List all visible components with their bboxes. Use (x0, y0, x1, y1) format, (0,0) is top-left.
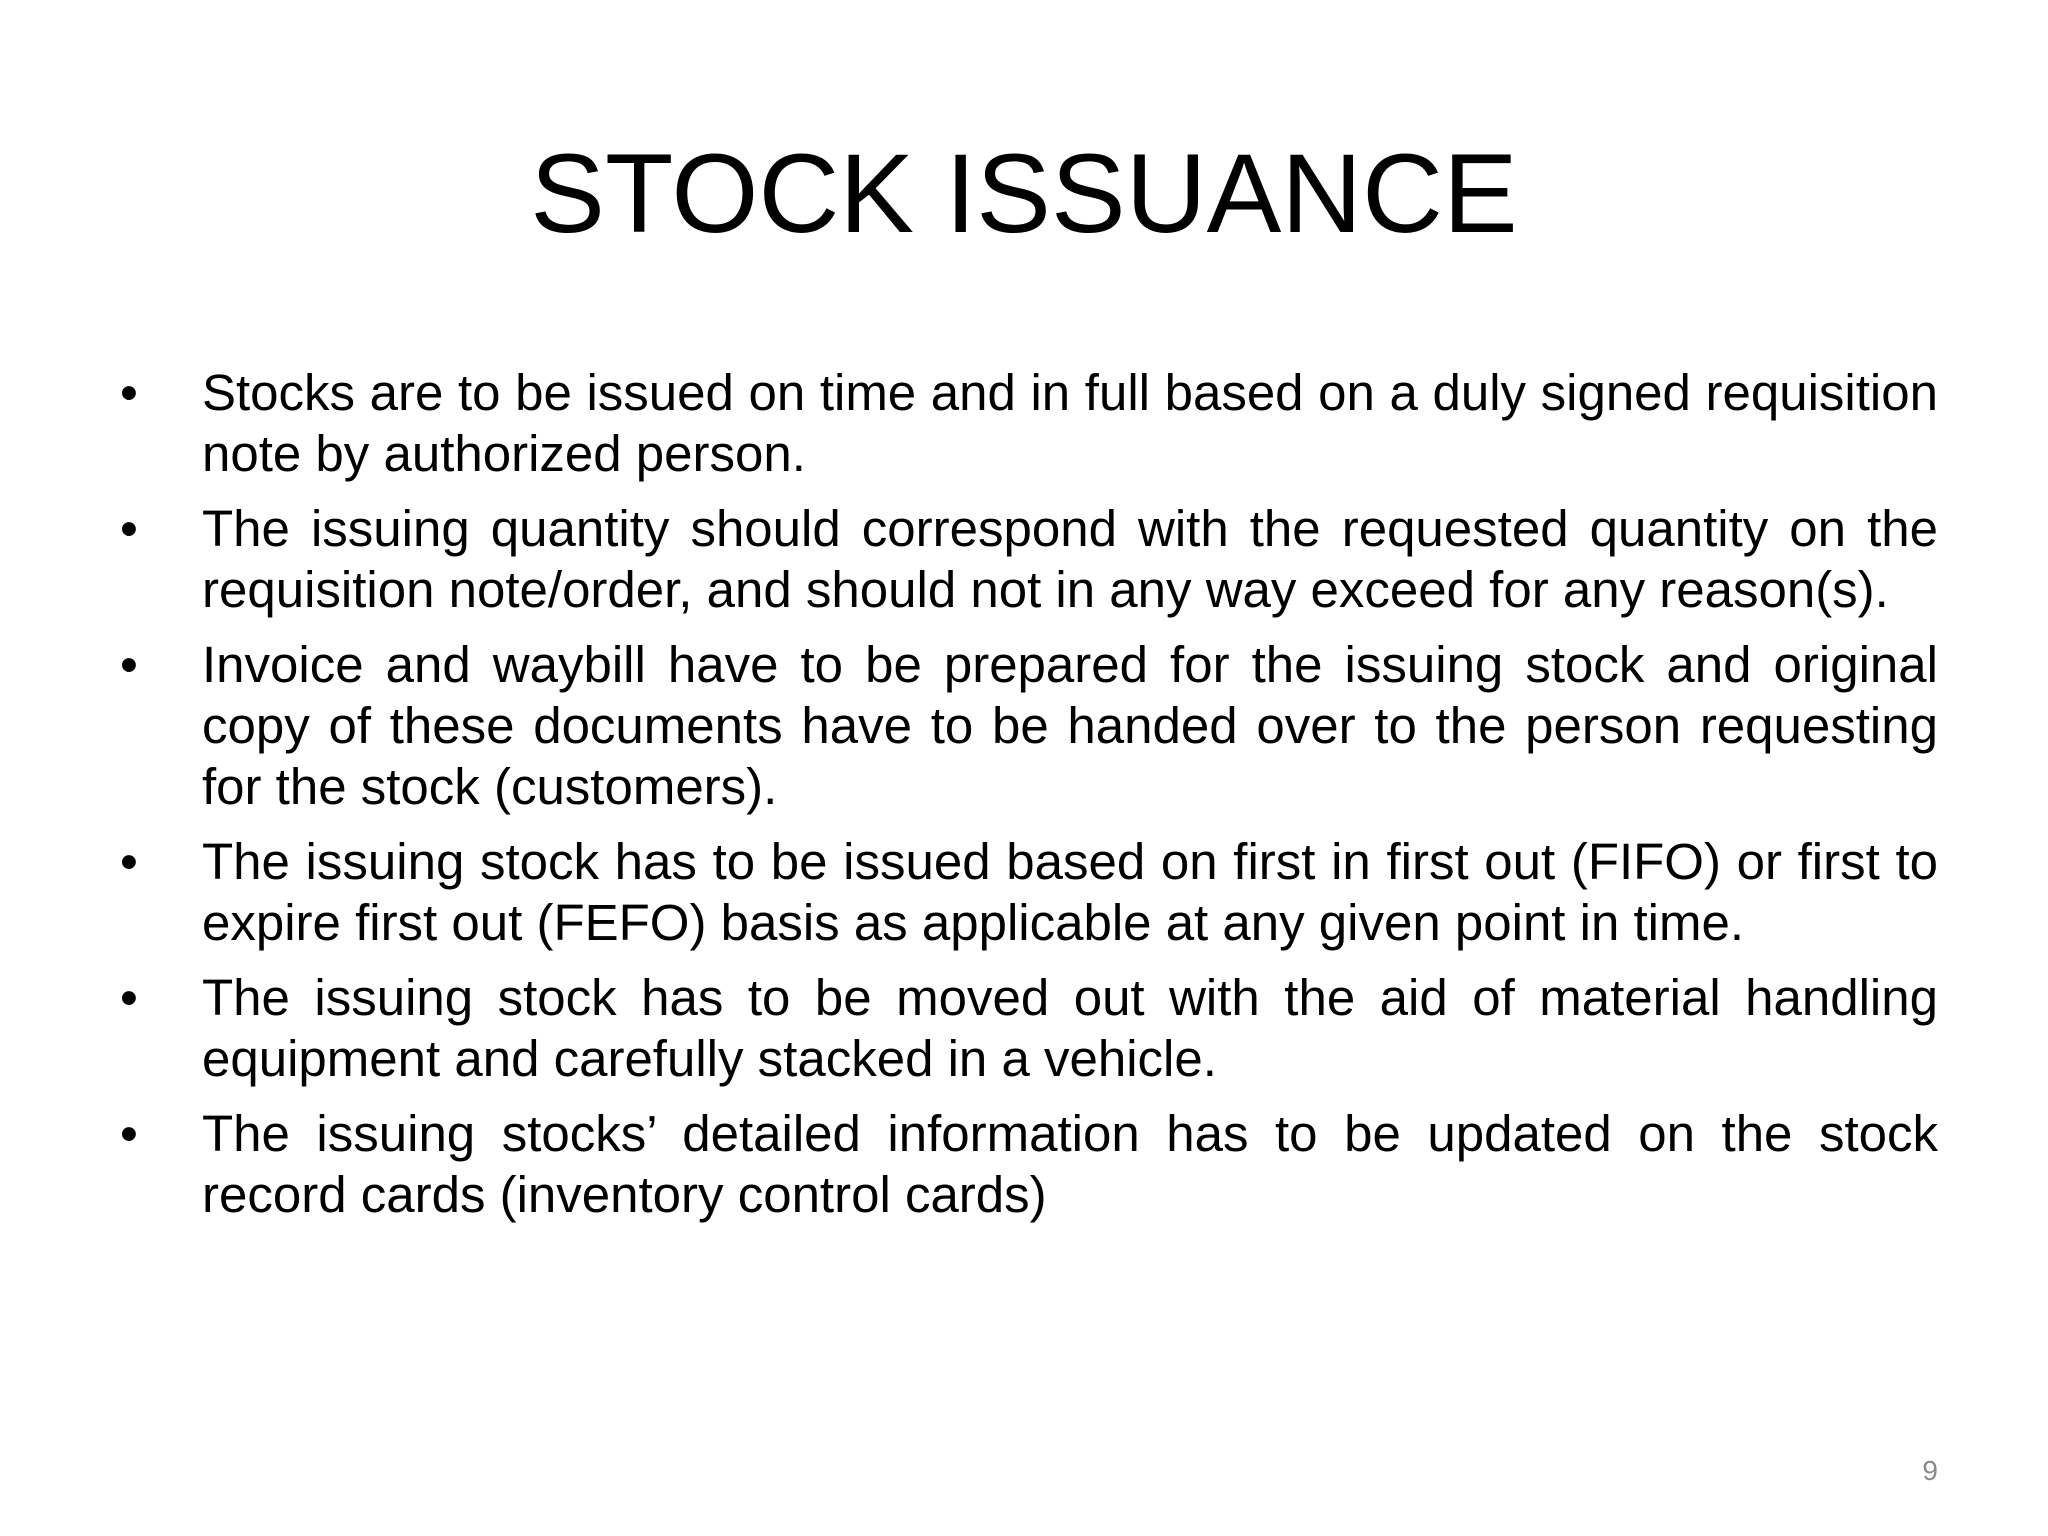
bullet-dot-icon: • (120, 364, 138, 421)
page-number: 9 (1922, 1455, 1938, 1486)
bullet-dot-icon: • (120, 969, 138, 1026)
bullet-item-3 (120, 634, 1938, 817)
bullet-item-5 (120, 967, 1938, 1089)
bullet-item-4 (120, 831, 1938, 953)
bullet-text: The issuing stock has to be issued based on first in first out (FIFO) or first to expire first out (FEFO) basis as applicable at any given point in time. (202, 833, 1938, 951)
bullet-text: The issuing stock has to be moved out with the aid of material handling equipment and carefully stacked in a vehicle. (202, 969, 1938, 1087)
bullet-item-1 (120, 362, 1938, 484)
bullet-text: Stocks are to be issued on time and in full based on a duly signed requisition note by authorized person. (202, 364, 1938, 482)
bullet-list (120, 362, 1938, 1239)
bullet-item-6 (120, 1103, 1938, 1225)
bullet-dot-icon: • (120, 833, 138, 890)
slide-title: STOCK ISSUANCE (530, 131, 1518, 256)
bullet-dot-icon: • (120, 1105, 138, 1162)
bullet-dot-icon: • (120, 636, 138, 693)
bullet-text: The issuing stocks’ detailed information has to be updated on the stock record cards (inventory control cards) (202, 1105, 1938, 1223)
bullet-item-2 (120, 498, 1938, 620)
bullet-text: The issuing quantity should correspond with the requested quantity on the requisition note/order, and should not in any way exceed for any reason(s). (202, 500, 1938, 618)
bullet-dot-icon: • (120, 500, 138, 557)
bullet-text: Invoice and waybill have to be prepared for the issuing stock and original copy of these documents have to be handed over to the person requesting for the stock (customers). (202, 636, 1938, 815)
